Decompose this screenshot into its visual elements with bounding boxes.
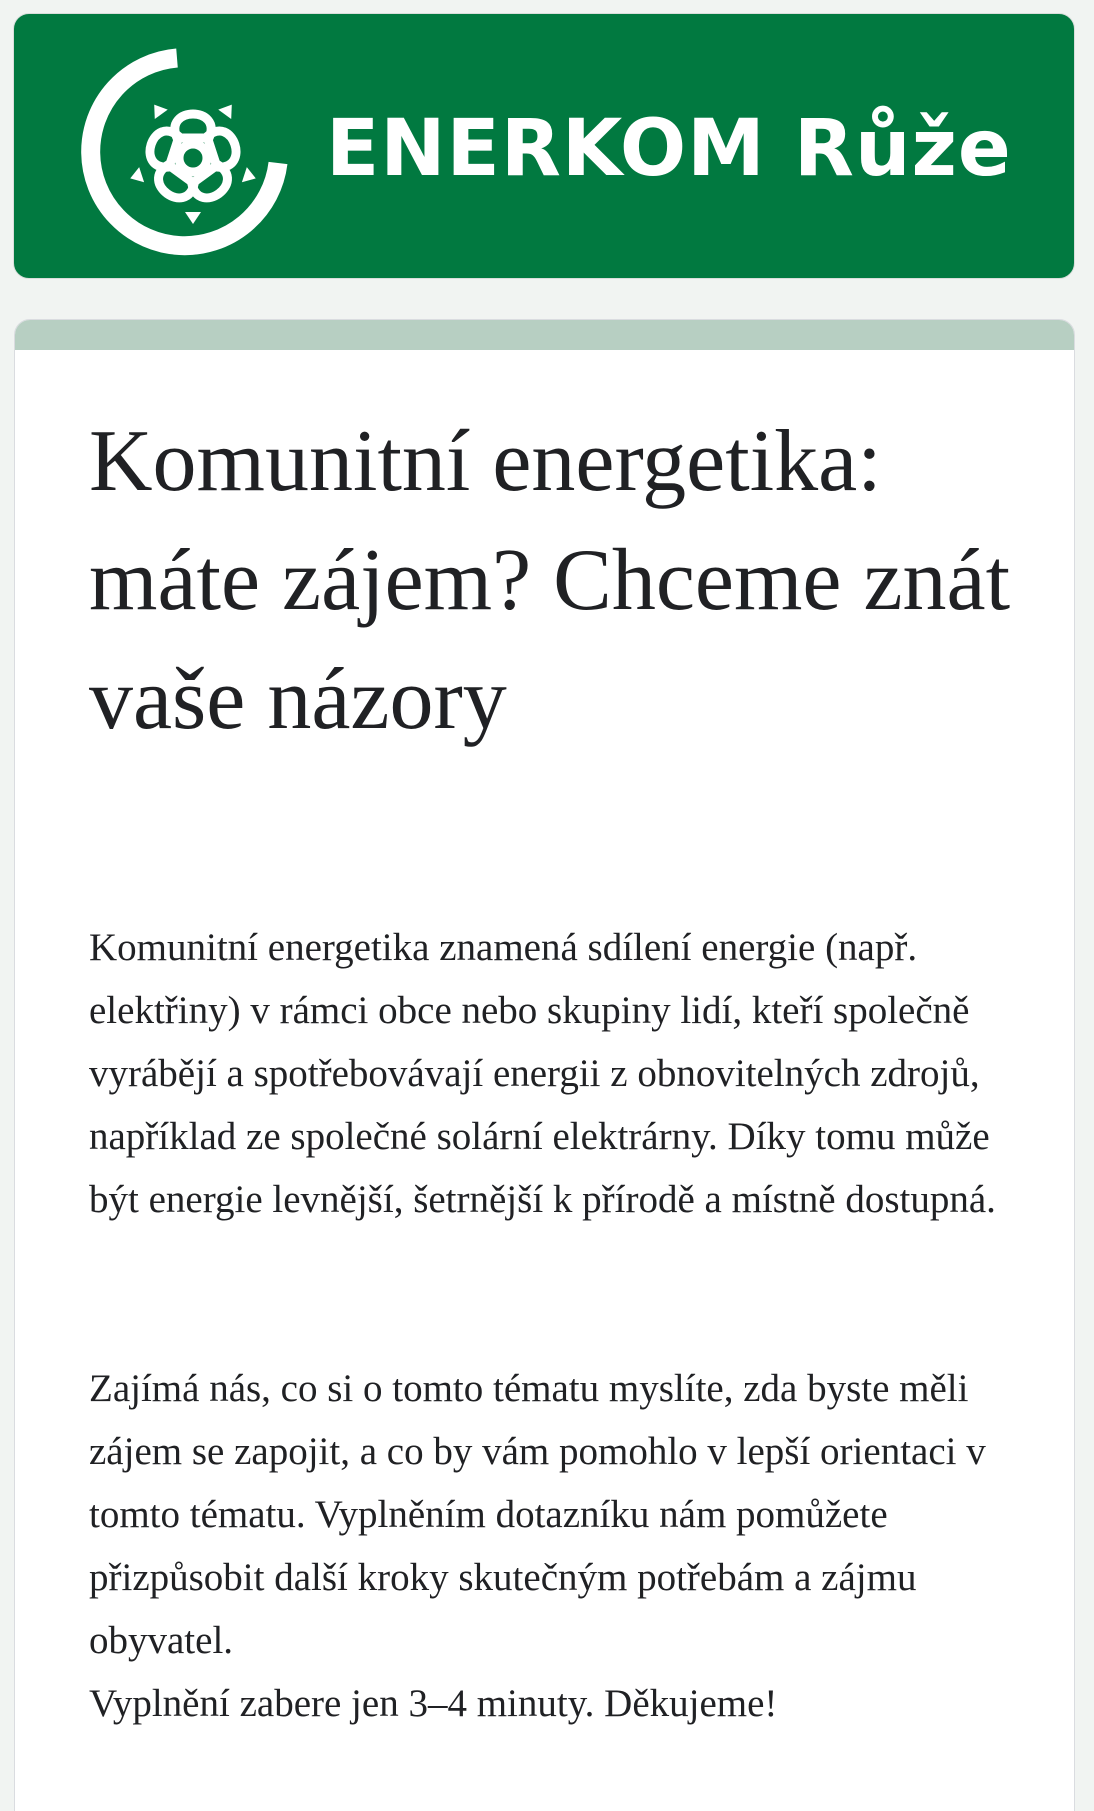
form-intro-card [14,319,1075,1811]
form-description-paragraph-3: Vyplnění zabere jen 3–4 minuty. Děkujeme! [89,1682,778,1725]
rose-logo-icon [69,38,309,278]
form-description-paragraph-2: Zajímá nás, co si o tomto tématu myslíte, zda byste měli zájem se zapojit, a co by vám pomohlo v lepší orientaci v tomto tématu. Vyplněním dotazníku nám pomůžete přizpůsobit další kroky skutečným potřebám a zájmu obyvatel. [89,1367,986,1662]
card-accent-bar [15,320,1074,350]
header-banner [13,13,1075,279]
brand-name: ENERKOM Růže [326,104,1012,194]
form-title: Komunitní energetika: máte zájem? Chceme znát vaše názory [89,413,1011,748]
form-description-paragraph-1: Komunitní energetika znamená sdílení energie (např. elektřiny) v rámci obce nebo skupiny lidí, kteří společně vyrábějí a spotřebovávají energii z obnovitelných zdrojů, například ze společné solární elektrárny. Díky tomu může být energie levnější, šetrnější k přírodě a místně dostupná. [89,926,996,1221]
